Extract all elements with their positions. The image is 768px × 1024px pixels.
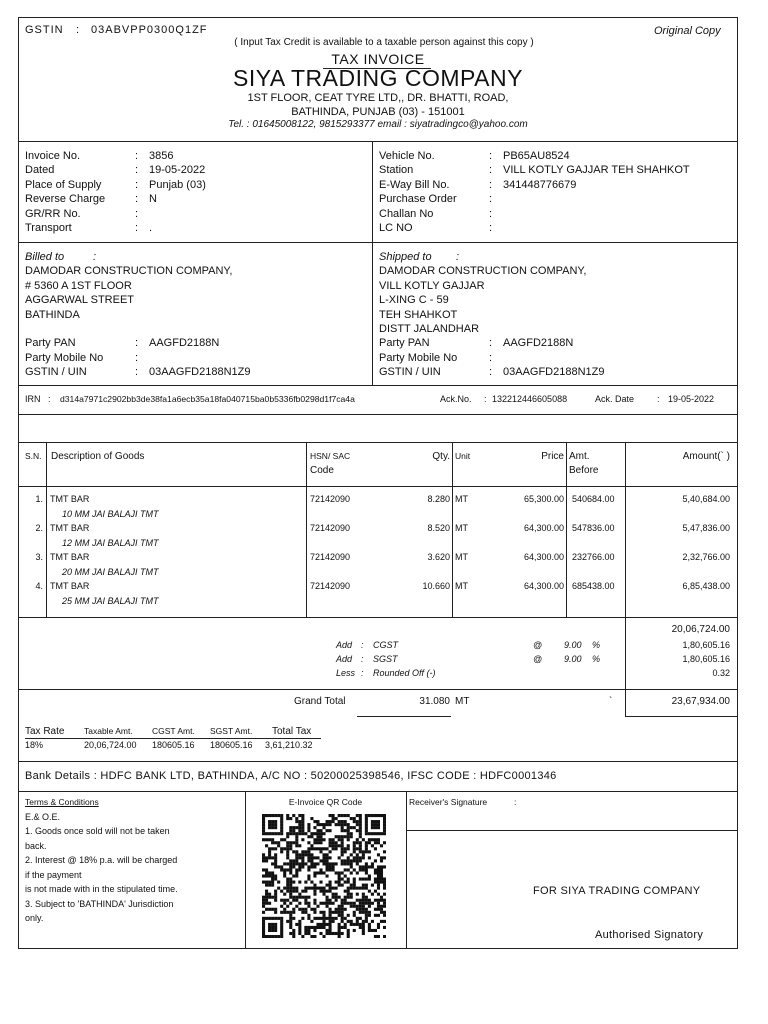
ack-date-label: Ack. Date	[595, 394, 635, 404]
lc-no-label: LC NO	[379, 222, 413, 234]
reverse-charge-label: Reverse Charge	[25, 193, 106, 205]
item-description: 25 MM JAI BALAJI TMT	[62, 596, 159, 606]
cgst-rate: 9.00	[564, 640, 582, 650]
item-qty: 8.280	[427, 494, 450, 504]
billed-mobile-label: Party Mobile No	[25, 352, 104, 364]
sgst-at: @	[533, 654, 543, 664]
item-price: 64,300.00	[523, 552, 564, 562]
taxable-amt-header: Taxable Amt.	[84, 726, 133, 736]
col-unit: Unit	[455, 451, 471, 461]
cgst-amt-value: 180605.16	[152, 740, 195, 750]
invoice-frame	[18, 17, 738, 949]
col-hsn: HSN/ SAC	[310, 451, 351, 461]
item-amount: 2,32,766.00	[682, 552, 730, 562]
purchase-order-label: Purchase Order	[379, 193, 457, 205]
shipped-pan-value: AAGFD2188N	[503, 337, 574, 349]
station-label: Station	[379, 164, 414, 176]
for-company: FOR SIYA TRADING COMPANY	[533, 885, 701, 897]
company-address-line1: 1ST FLOOR, CEAT TYRE LTD,, DR. BHATTI, ROAD,	[247, 92, 509, 104]
terms-line: E.& O.E.	[25, 812, 61, 822]
shipped-to-heading: Shipped to	[379, 251, 432, 263]
shipped-address-line: VILL KOTLY GAJJAR	[379, 280, 485, 292]
billed-address-line: DAMODAR CONSTRUCTION COMPANY,	[25, 265, 233, 277]
item-name: TMT BAR	[50, 581, 90, 591]
item-hsn: 72142090	[310, 552, 351, 562]
sgst-amount: 1,80,605.16	[682, 654, 730, 664]
billed-to-heading: Billed to	[25, 251, 65, 263]
vehicle-no-label: Vehicle No.	[379, 150, 435, 162]
billed-address-line: BATHINDA	[25, 309, 80, 321]
billed-address-line: AGGARWAL STREET	[25, 294, 135, 306]
item-description: 10 MM JAI BALAJI TMT	[62, 509, 159, 519]
round-label: Rounded Off (-)	[373, 668, 436, 678]
qr-heading: E-Invoice QR Code	[288, 797, 363, 807]
shipped-mobile-label: Party Mobile No	[379, 352, 458, 364]
sgst-label: SGST	[373, 654, 398, 664]
cgst-add: Add	[336, 640, 353, 650]
item-amount: 6,85,438.00	[682, 581, 730, 591]
terms-heading: Terms & Conditions	[25, 797, 99, 807]
terms-line: 2. Interest @ 18% p.a. will be charged	[25, 855, 178, 865]
company-contact: Tel. : 01645008122, 9815293377 email : siyatradingco@yahoo.com	[228, 119, 528, 130]
col-amount: Amount(` )	[682, 451, 730, 462]
item-price: 65,300.00	[523, 494, 564, 504]
ack-no-value: 132212446605088	[492, 394, 568, 404]
item-description: 12 MM JAI BALAJI TMT	[62, 538, 159, 548]
terms-line: is not made with in the stipulated time.	[25, 884, 178, 894]
eway-bill-value: 341448776679	[503, 179, 577, 191]
item-qty: 3.620	[427, 552, 450, 562]
bank-details: Bank Details : HDFC BANK LTD, BATHINDA, A/C NO : 50200025398546, IFSC CODE : HDFC0001346	[25, 770, 557, 782]
item-unit: MT	[455, 552, 468, 562]
item-amt-before: 232766.00	[572, 552, 615, 562]
item-amt-before: 685438.00	[572, 581, 615, 591]
billed-gstin-label: GSTIN / UIN	[25, 366, 87, 378]
col-price: Price	[541, 451, 564, 462]
company-address-line2: BATHINDA, PUNJAB (03) - 151001	[291, 106, 465, 118]
sgst-rate: 9.00	[564, 654, 582, 664]
subtotal-amount: 20,06,724.00	[671, 624, 730, 635]
col-amt-before: Amt.	[569, 451, 590, 462]
item-unit: MT	[455, 581, 468, 591]
taxable-amt-value: 20,06,724.00	[84, 740, 137, 750]
tax-rate-header: Tax Rate	[25, 726, 65, 737]
grand-total-qty: 31.080	[419, 696, 450, 707]
round-amount: 0.32	[712, 668, 730, 678]
round-less: Less	[336, 668, 356, 678]
cgst-amount: 1,80,605.16	[682, 640, 730, 650]
terms-line: back.	[25, 841, 47, 851]
col-qty: Qty.	[432, 451, 450, 462]
gstin-colon: :	[76, 24, 80, 36]
shipped-address-line: DISTT JALANDHAR	[379, 323, 480, 335]
place-of-supply-value: Punjab (03)	[149, 179, 206, 191]
invoice-no-value: 3856	[149, 150, 174, 162]
ack-no-label: Ack.No.	[440, 394, 472, 404]
dated-label: Dated	[25, 164, 55, 176]
rupee-symbol-icon: `	[609, 696, 613, 707]
billed-pan-label: Party PAN	[25, 337, 76, 349]
item-name: TMT BAR	[50, 494, 90, 504]
item-sn: 3.	[35, 552, 43, 562]
gr-rr-label: GR/RR No.	[25, 208, 81, 220]
item-description: 20 MM JAI BALAJI TMT	[62, 567, 159, 577]
company-name: SIYA TRADING COMPANY	[233, 65, 523, 91]
item-qty: 10.660	[422, 581, 450, 591]
billed-address-line: # 5360 A 1ST FLOOR	[25, 280, 132, 292]
place-of-supply-label: Place of Supply	[25, 179, 102, 191]
col-amt-before-2: Before	[569, 465, 599, 476]
item-sn: 1.	[35, 494, 43, 504]
item-amt-before: 540684.00	[572, 494, 615, 504]
item-amount: 5,40,684.00	[682, 494, 730, 504]
item-hsn: 72142090	[310, 581, 351, 591]
item-price: 64,300.00	[523, 581, 564, 591]
shipped-gstin-value: 03AAGFD2188N1Z9	[503, 366, 605, 378]
grand-total-amount: 23,67,934.00	[671, 696, 730, 707]
item-amt-before: 547836.00	[572, 523, 615, 533]
sgst-add: Add	[336, 654, 353, 664]
item-hsn: 72142090	[310, 523, 351, 533]
grand-total-label: Grand Total	[294, 696, 346, 707]
item-name: TMT BAR	[50, 552, 90, 562]
station-value: VILL KOTLY GAJJAR TEH SHAHKOT	[503, 164, 690, 176]
irn-label: IRN	[25, 394, 41, 404]
total-tax-header: Total Tax	[272, 726, 312, 737]
reverse-charge-value: N	[149, 193, 157, 205]
terms-line: 3. Subject to 'BATHINDA' Jurisdiction	[25, 899, 174, 909]
irn-value: d314a7971c2902bb3de38fa1a6ecb35a18fa040715ba0b5336fb0298d1f7ca4a	[60, 394, 355, 404]
item-name: TMT BAR	[50, 523, 90, 533]
terms-line: if the payment	[25, 870, 82, 880]
cgst-label: CGST	[373, 640, 399, 650]
qr-code-icon	[262, 814, 386, 938]
sgst-pct: %	[592, 654, 601, 664]
doc-title: TAX INVOICE	[331, 51, 425, 67]
shipped-address-line: TEH SHAHKOT	[379, 309, 458, 321]
authorised-signatory: Authorised Signatory	[595, 929, 704, 941]
billed-pan-value: AAGFD2188N	[149, 337, 220, 349]
terms-line: 1. Goods once sold will not be taken	[25, 826, 170, 836]
shipped-address-line: DAMODAR CONSTRUCTION COMPANY,	[379, 265, 587, 277]
cgst-at: @	[533, 640, 543, 650]
transport-value: .	[149, 222, 153, 234]
item-qty: 8.520	[427, 523, 450, 533]
sgst-amt-header: SGST Amt.	[210, 726, 253, 736]
cgst-pct: %	[592, 640, 601, 650]
transport-label: Transport	[25, 222, 72, 234]
invoice-no-label: Invoice No.	[25, 150, 81, 162]
item-sn: 4.	[35, 581, 43, 591]
item-unit: MT	[455, 523, 468, 533]
shipped-gstin-label: GSTIN / UIN	[379, 366, 441, 378]
item-sn: 2.	[35, 523, 43, 533]
vehicle-no-value: PB65AU8524	[503, 150, 570, 162]
col-hsn-code: Code	[310, 465, 334, 476]
eway-bill-label: E-Way Bill No.	[379, 179, 450, 191]
col-sn: S.N.	[25, 451, 42, 461]
col-description: Description of Goods	[51, 451, 145, 462]
shipped-address-line: L-XING C - 59	[379, 294, 449, 306]
item-amount: 5,47,836.00	[682, 523, 730, 533]
receiver-signature-label: Receiver's Signature	[409, 797, 488, 807]
gstin-value: 03ABVPP0300Q1ZF	[91, 24, 208, 36]
item-hsn: 72142090	[310, 494, 351, 504]
itc-note: ( Input Tax Credit is available to a taxable person against this copy )	[234, 37, 534, 48]
grand-total-unit: MT	[455, 696, 470, 707]
sgst-amt-value: 180605.16	[210, 740, 253, 750]
shipped-pan-label: Party PAN	[379, 337, 430, 349]
ack-date-value: 19-05-2022	[668, 394, 715, 404]
total-tax-value: 3,61,210.32	[265, 740, 313, 750]
copy-label: Original Copy	[654, 25, 721, 37]
billed-gstin-value: 03AAGFD2188N1Z9	[149, 366, 251, 378]
tax-rate-value: 18%	[25, 740, 44, 750]
terms-line: only.	[25, 913, 44, 923]
challan-no-label: Challan No	[379, 208, 434, 220]
item-unit: MT	[455, 494, 468, 504]
dated-value: 19-05-2022	[149, 164, 206, 176]
cgst-amt-header: CGST Amt.	[152, 726, 195, 736]
item-price: 64,300.00	[523, 523, 564, 533]
gstin-label: GSTIN	[25, 24, 64, 36]
